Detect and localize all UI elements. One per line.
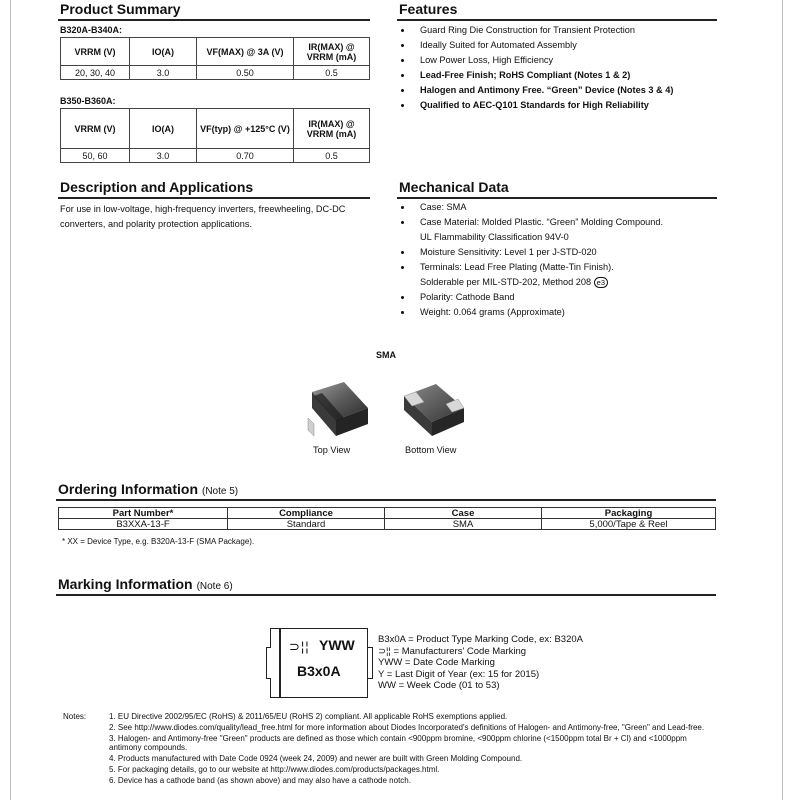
compliance-value: Standard xyxy=(228,519,385,530)
spec-table-b350-b360 xyxy=(60,108,370,163)
vf-value: 0.50 xyxy=(197,66,294,80)
mech-polarity: Polarity: Cathode Band xyxy=(398,290,663,305)
vrrm-value: 20, 30, 40 xyxy=(61,66,130,80)
feature-item: Ideally Suited for Automated Assembly xyxy=(398,38,673,53)
legend-yww: YWW = Date Code Marking xyxy=(378,657,495,668)
product-summary-rule xyxy=(58,19,370,21)
features-title: Features xyxy=(399,1,458,17)
description-rule xyxy=(58,197,370,199)
ordering-table xyxy=(58,507,716,530)
packaging-header: Packaging xyxy=(542,508,716,519)
mech-ul: UL Flammability Classification 94V-0 xyxy=(420,232,569,242)
mech-terminals: Terminals: Lead Free Plating (Matte-Tin Finish). xyxy=(398,260,663,275)
io-value: 3.0 xyxy=(130,149,197,163)
vrrm-header: VRRM (V) xyxy=(61,109,130,149)
page-frame-left xyxy=(10,0,11,800)
compliance-header: Compliance xyxy=(228,508,385,519)
mechanical-list xyxy=(398,200,663,320)
page-frame-right xyxy=(782,0,783,800)
sma-bottom-view-image xyxy=(398,378,468,442)
ordering-note: (Note 5) xyxy=(202,486,239,497)
lead-left xyxy=(266,647,271,679)
marking-legend xyxy=(378,634,583,692)
vf-header: VF(MAX) @ 3A (V) xyxy=(197,38,294,66)
io-header: IO(A) xyxy=(130,109,197,149)
note-item: 3. Halogen- and Antimony-free "Green" products are defined as those which contain <900ppm bromine, <900ppm chlorine (<1500ppm total Br + Cl) and <1000ppm antimony compounds. xyxy=(109,734,687,752)
mechanical-title: Mechanical Data xyxy=(399,179,509,195)
notes-list xyxy=(109,712,714,787)
case-value: SMA xyxy=(385,519,542,530)
bottom-view-caption: Bottom View xyxy=(405,445,457,455)
note-item: 6. Device has a cathode band (as shown above) and may also have a cathode notch. xyxy=(109,776,411,785)
part-number-header: Part Number* xyxy=(59,508,228,519)
case-header: Case xyxy=(385,508,542,519)
sma-top-view-image xyxy=(304,378,372,442)
group2-label: B350-B360A: xyxy=(60,96,116,106)
product-summary-title: Product Summary xyxy=(60,1,181,17)
group1-label: B320A-B340A: xyxy=(60,25,123,35)
note-item: 2. See http://www.diodes.com/quality/lead_free.html for more information about Diodes Incorporated's definitions of Halogen- and Antimony-free, "Green" and Lead-free. xyxy=(109,723,705,732)
spec-table-b320-b340 xyxy=(60,37,370,80)
legend-manufacturer: ⊃¦¦ = Manufacturers' Code Marking xyxy=(378,645,527,657)
legend-product-code: B3x0A = Product Type Marking Code, ex: B320A xyxy=(378,634,583,645)
notes-label: Notes: xyxy=(63,712,87,721)
ordering-footnote: * XX = Device Type, e.g. B320A-13-F (SMA Package). xyxy=(62,537,255,546)
vf-value: 0.70 xyxy=(197,149,294,163)
mechanical-rule xyxy=(397,197,717,199)
feature-item: Halogen and Antimony Free. “Green” Device (Notes 3 & 4) xyxy=(398,83,673,98)
part-number-value: B3XXA-13-F xyxy=(59,519,228,530)
manufacturer-logo: ⊃¦¦ xyxy=(289,639,310,654)
ir-value: 0.5 xyxy=(294,149,370,163)
date-code-mark: YWW xyxy=(319,637,355,653)
product-code-mark: B3x0A xyxy=(297,663,341,679)
note-item: 1. EU Directive 2002/95/EC (RoHS) & 2011/65/EU (RoHS 2) compliant. All applicable RoHS exemptions applied. xyxy=(109,712,508,721)
note-item: 4. Products manufactured with Date Code 0924 (week 24, 2009) and newer are built with Green Molding Compound. xyxy=(109,754,523,763)
features-list xyxy=(398,23,673,113)
note-item: 5. For packaging details, go to our website at http://www.diodes.com/products/packages.html. xyxy=(109,765,440,774)
ordering-title: Ordering Information (Note 5) xyxy=(58,481,239,497)
package-title: SMA xyxy=(376,350,396,360)
vrrm-value: 50, 60 xyxy=(61,149,130,163)
io-header: IO(A) xyxy=(130,38,197,66)
feature-item: Lead-Free Finish; RoHS Compliant (Notes 1 & 2) xyxy=(398,68,673,83)
vrrm-header: VRRM (V) xyxy=(61,38,130,66)
feature-item: Qualified to AEC-Q101 Standards for High Reliability xyxy=(398,98,673,113)
description-title: Description and Applications xyxy=(60,179,254,195)
mech-moisture: Moisture Sensitivity: Level 1 per J-STD-020 xyxy=(398,245,663,260)
cathode-band xyxy=(279,629,281,697)
description-text: For use in low-voltage, high-frequency inverters, freewheeling, DC-DC converters, and polarity protection applications. xyxy=(60,204,346,229)
feature-item: Guard Ring Die Construction for Transient Protection xyxy=(398,23,673,38)
mech-solderable: Solderable per MIL-STD-202, Method 208 e3 xyxy=(398,275,663,290)
mech-case-material: Case Material: Molded Plastic. “Green” Molding Compound. xyxy=(398,215,663,230)
ir-value: 0.5 xyxy=(294,66,370,80)
lead-right xyxy=(368,647,373,679)
vf-header: VF(typ) @ +125°C (V) xyxy=(197,109,294,149)
mech-weight: Weight: 0.064 grams (Approximate) xyxy=(398,305,663,320)
legend-week: WW = Week Code (01 to 53) xyxy=(378,680,500,691)
ordering-rule xyxy=(56,499,716,501)
legend-year: Y = Last Digit of Year (ex: 15 for 2015) xyxy=(378,668,540,680)
marking-diagram xyxy=(270,628,368,698)
e3-badge: e3 xyxy=(594,277,608,288)
top-view-caption: Top View xyxy=(313,445,351,455)
feature-item: Low Power Loss, High Efficiency xyxy=(398,53,673,68)
marking-note: (Note 6) xyxy=(196,581,233,592)
features-rule xyxy=(397,19,717,21)
ir-header: IR(MAX) @ VRRM (mA) xyxy=(294,38,370,66)
marking-title: Marking Information (Note 6) xyxy=(58,576,233,592)
io-value: 3.0 xyxy=(130,66,197,80)
mech-case: Case: SMA xyxy=(398,200,663,215)
marking-rule xyxy=(56,594,716,596)
packaging-value: 5,000/Tape & Reel xyxy=(542,519,716,530)
ir-header: IR(MAX) @ VRRM (mA) xyxy=(294,109,370,149)
